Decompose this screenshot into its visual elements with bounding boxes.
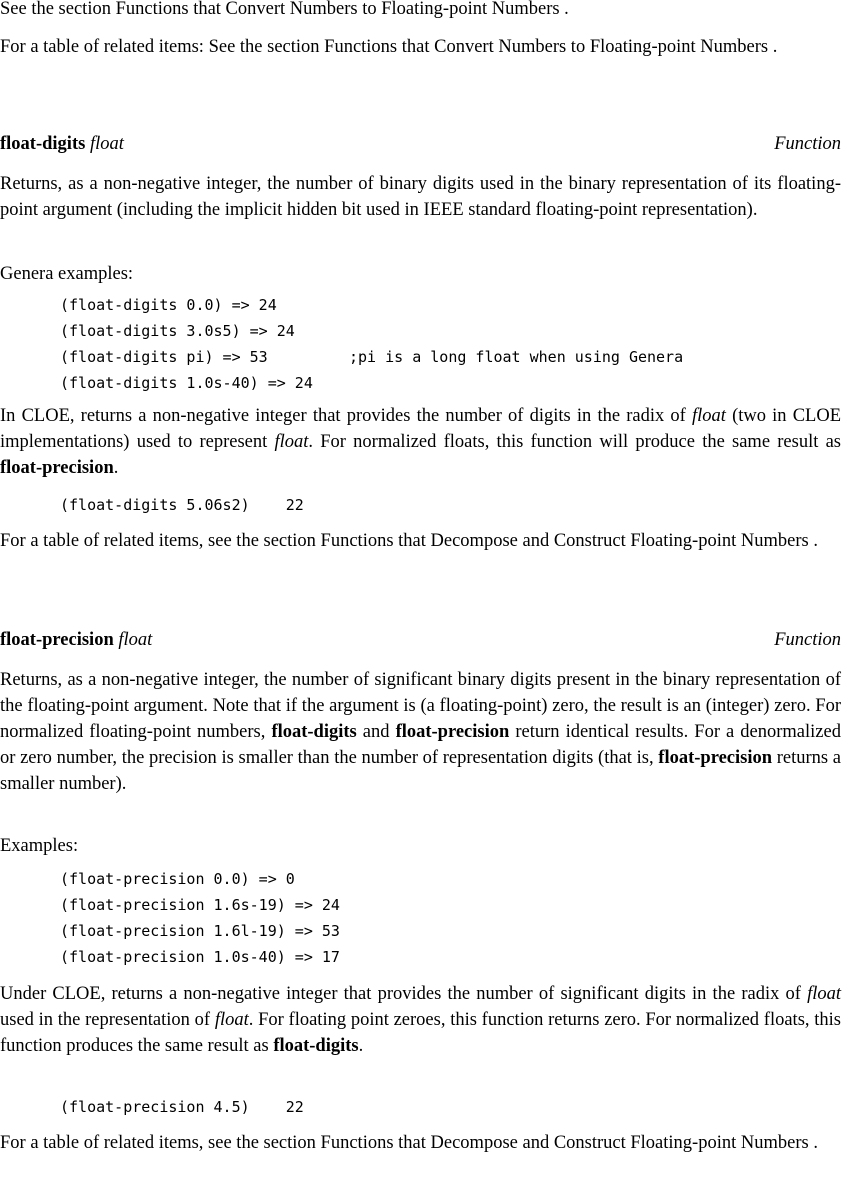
float-precision-description: Returns, as a non-negative integer, the number of significant binary digits present in the binary representation of the floating-point argument. Note that if the argument is (a floating-point) zero, the result is an (integer) zero. For normalized floating-point numbers, float-digits and float-precision return identical results. For a denormalized or zero number, the precision is smaller than the number of representation digits (that is, float-precision returns a smaller number). (0, 670, 841, 794)
code-example: (float-digits 3.0s5) => 24 (60, 322, 295, 340)
code-example: (float-digits 0.0) => 24 (60, 296, 277, 314)
cloe-code-example: (float-digits 5.06s2) 22 (60, 496, 304, 514)
intro-related-line: For a table of related items: See the section Functions that Convert Numbers to Floating-point Numbers . (0, 37, 778, 57)
intro-see-line: See the section Functions that Convert Numbers to Floating-point Numbers . (0, 0, 569, 19)
cross-reference: float-digits (271, 722, 357, 742)
float-precision-examples-label: Examples: (0, 836, 79, 856)
function-kind: Function (774, 134, 841, 154)
code-example: (float-precision 1.6s-19) => 24 (60, 896, 340, 914)
float-precision-related: For a table of related items, see the section Functions that Decompose and Construct Floating-point Numbers . (0, 1133, 818, 1153)
function-arg: float (89, 134, 124, 154)
float-digits-cloe-description: In CLOE, returns a non-negative integer that provides the number of digits in the radix of float (two in CLOE implementations) used to represent float. For normalized floats, this function will produce the same result as float-precision. (0, 406, 841, 478)
code-example: (float-precision 1.0s-40) => 17 (60, 948, 340, 966)
float-digits-related: For a table of related items, see the section Functions that Decompose and Construct Floating-point Numbers . (0, 531, 818, 551)
cross-reference: float-precision (658, 748, 773, 768)
float-precision-cloe-description: Under CLOE, returns a non-negative integer that provides the number of significant digits in the radix of float used in the representation of float. For floating point zeroes, this function returns zero. For normalized floats, this function produces the same result as float-digits. (0, 984, 841, 1056)
cross-reference: float-precision (0, 458, 114, 478)
code-example: (float-digits 1.0s-40) => 24 (60, 374, 313, 392)
function-kind: Function (774, 630, 841, 650)
code-example: (float-digits pi) => 53 ;pi is a long float when using Genera (60, 348, 684, 366)
float-digits-header (0, 131, 841, 157)
float-digits-description: Returns, as a non-negative integer, the number of binary digits used in the binary representation of its floating-point argument (including the implicit hidden bit used in IEEE standard floating-point representation). (0, 174, 841, 220)
function-name: float-precision (0, 630, 114, 650)
code-example: (float-precision 1.6l-19) => 53 (60, 922, 340, 940)
cross-reference: float-precision (395, 722, 510, 742)
float-digits-examples-label: Genera examples: (0, 264, 134, 284)
function-arg: float (118, 630, 153, 650)
function-name: float-digits (0, 134, 86, 154)
float-precision-header (0, 627, 841, 653)
code-example: (float-precision 0.0) => 0 (60, 870, 295, 888)
cross-reference: float-digits (273, 1036, 359, 1056)
cloe-code-example: (float-precision 4.5) 22 (60, 1098, 304, 1116)
